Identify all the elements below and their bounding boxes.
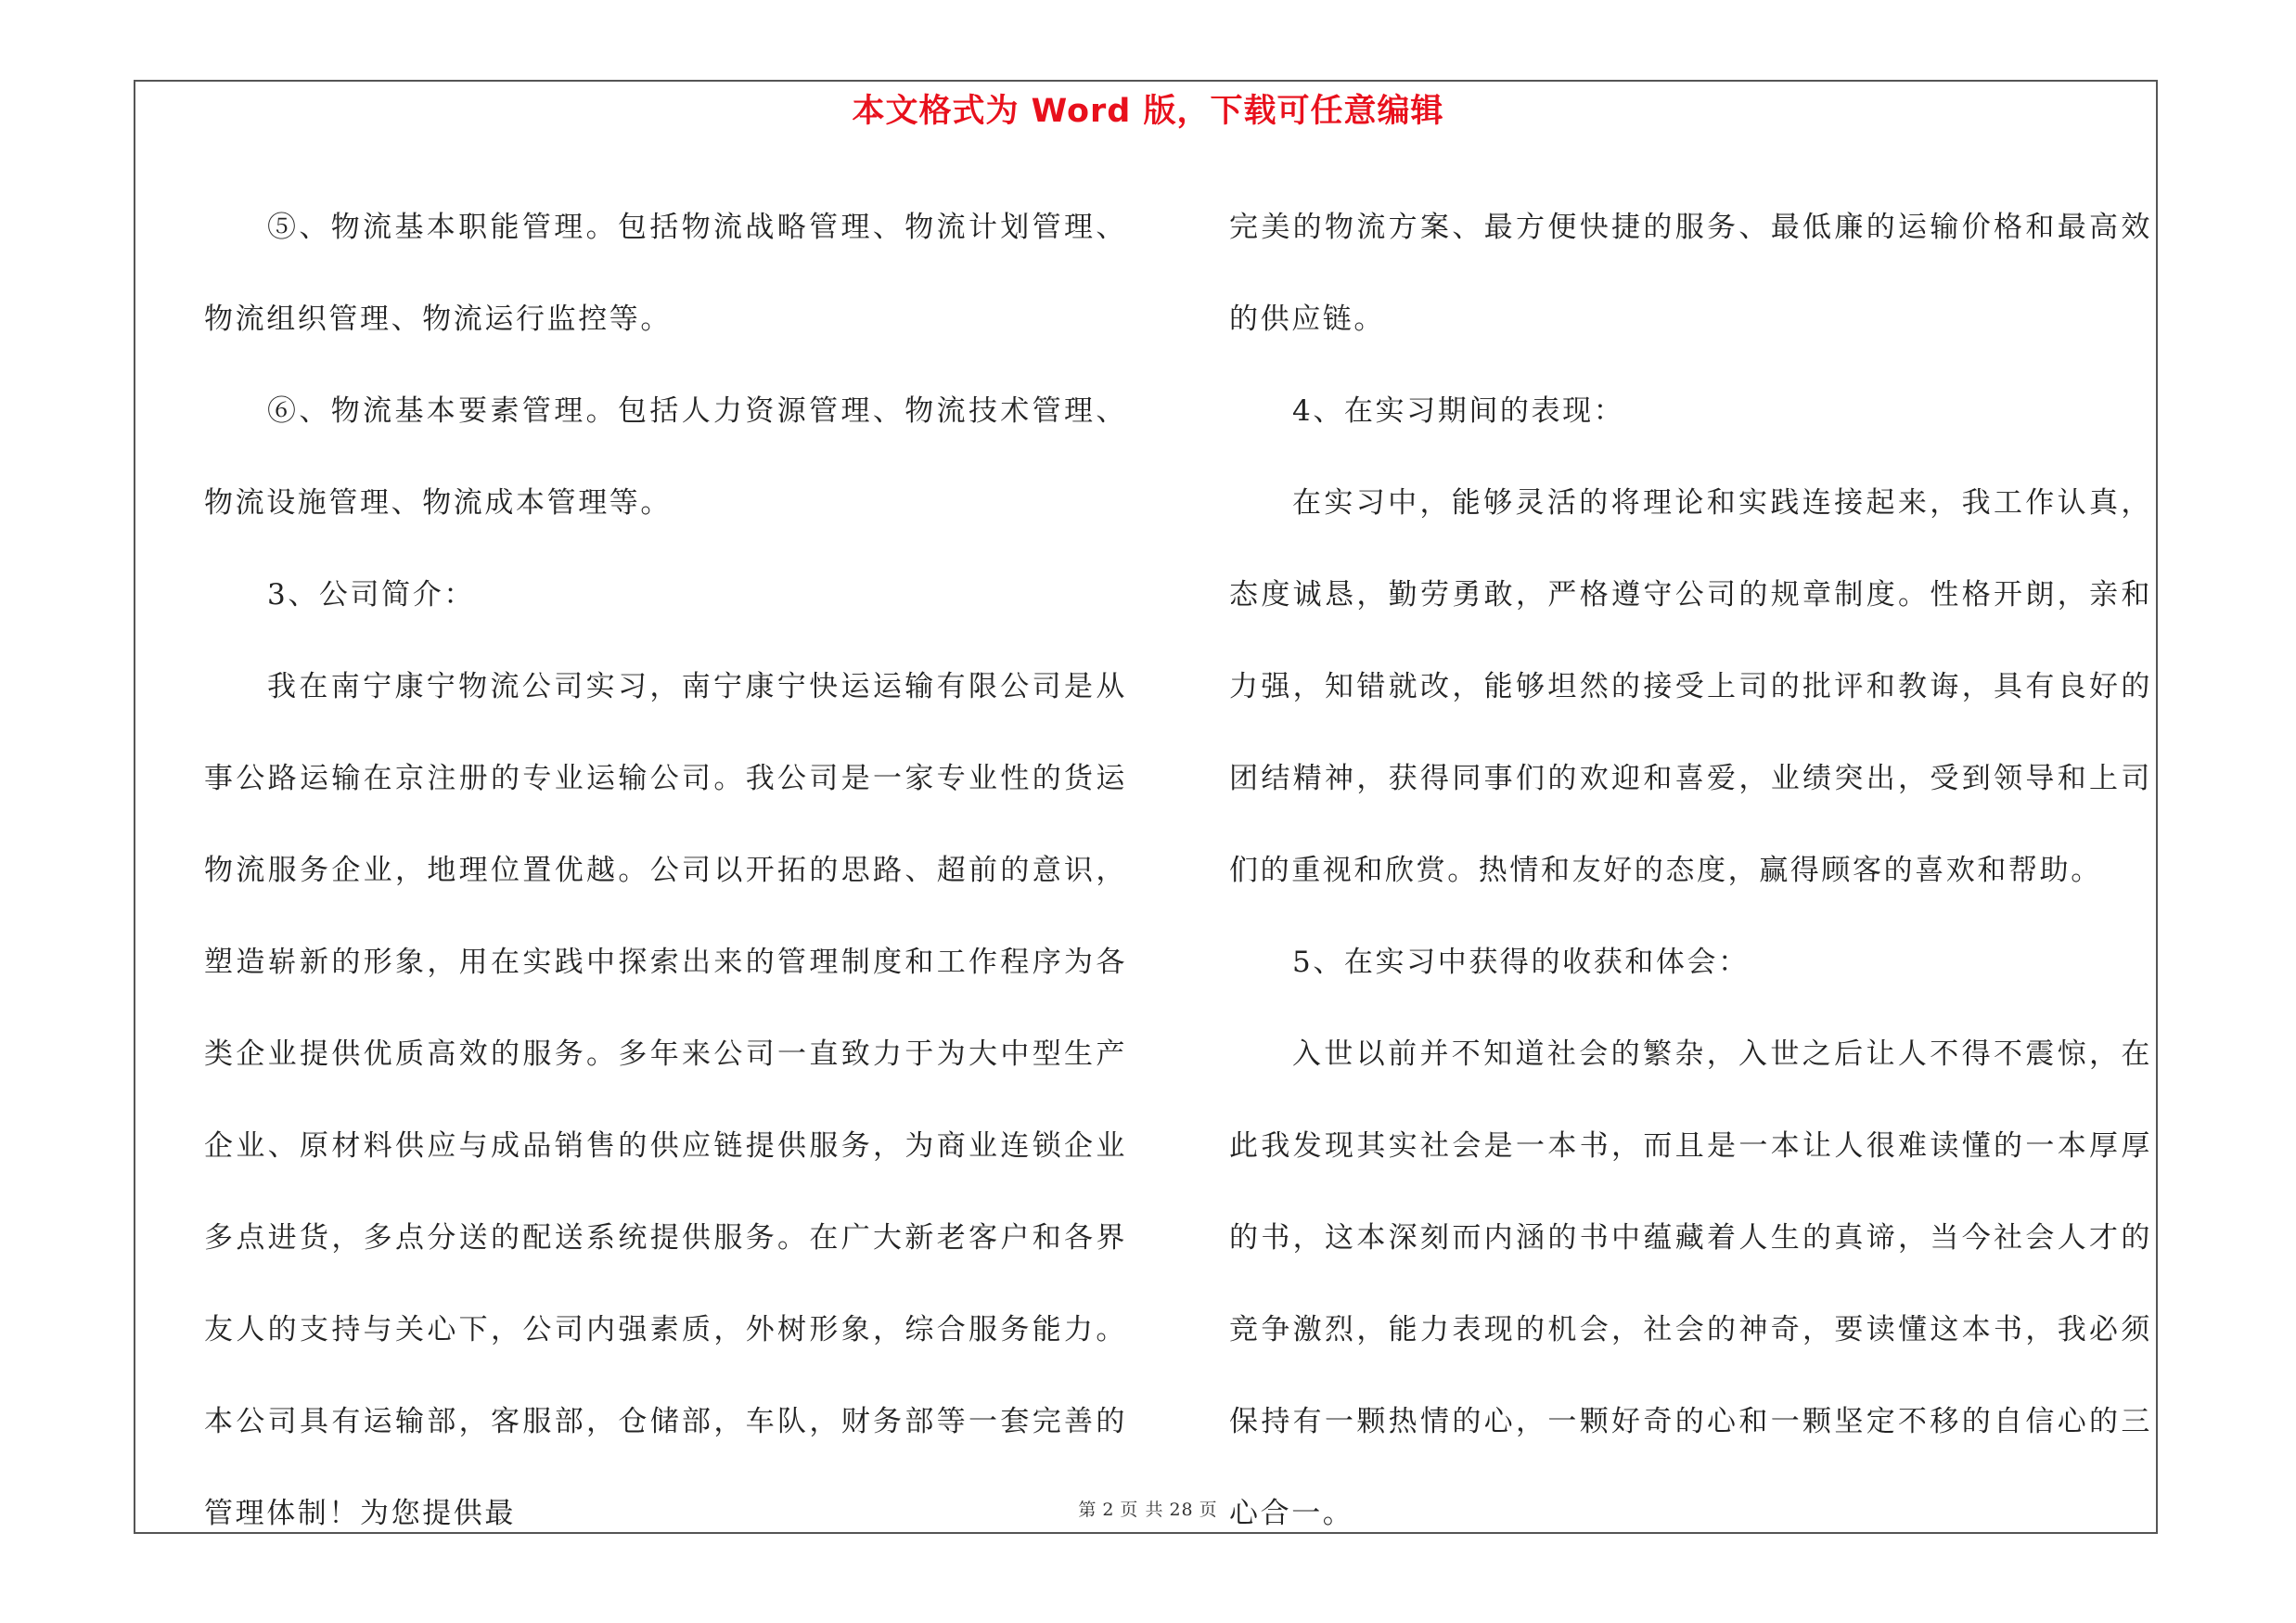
left-column bbox=[204, 182, 1127, 1560]
paragraph: ⑥、物流基本要素管理。包括人力资源管理、物流技术管理、物流设施管理、物流成本管理等。 bbox=[204, 394, 1127, 520]
page-number-footer bbox=[0, 1496, 2296, 1521]
paragraph: 入世以前并不知道社会的繁杂，入世之后让人不得不震惊，在此我发现其实社会是一本书，而且是一本让人很难读懂的一本厚厚的书，这本深刻而内涵的书中蕴藏着人生的真谛，当今社会人才的竞争激烈，能力表现的机会，社会的神奇，要读懂这本书，我必须保持有一颗热情的心，一颗好奇的心和一颗坚定不移的自信心的三心合一。 bbox=[1229, 1037, 2152, 1530]
page-prefix: 第 bbox=[1078, 1500, 1097, 1520]
section-heading: 3、公司简介： bbox=[267, 578, 475, 612]
paragraph: 我在南宁康宁物流公司实习，南宁康宁快运运输有限公司是从事公路运输在京注册的专业运输公司。我公司是一家专业性的货运物流服务企业，地理位置优越。公司以开拓的思路、超前的意识，塑造崭新的形象，用在实践中探索出来的管理制度和工作程序为各类企业提供优质高效的服务。多年来公司一直致力于为大中型生产企业、原材料供应与成品销售的供应链提供服务，为商业连锁企业多点进货，多点分送的配送系统提供服务。在广大新老客户和各界友人的支持与关心下，公司内强素质，外树形象，综合服务能力。本公司具有运输部，客服部，仓储部，车队，财务部等一套完善的管理体制！为您提供最 bbox=[204, 670, 1127, 1530]
page-mid: 页 共 bbox=[1120, 1500, 1164, 1520]
current-page-number: 2 bbox=[1102, 1500, 1115, 1520]
section-heading: 5、在实习中获得的收获和体会： bbox=[1292, 946, 1750, 979]
section-heading: 4、在实习期间的表现： bbox=[1292, 394, 1625, 428]
paragraph-continued: 完美的物流方案、最方便快捷的服务、最低廉的运输价格和最高效的供应链。 bbox=[1229, 211, 2152, 336]
total-pages-number: 28 bbox=[1169, 1500, 1194, 1520]
right-column bbox=[1229, 182, 2152, 1560]
watermark-banner: 本文格式为 Word 版，下载可任意编辑 bbox=[852, 93, 1444, 130]
paragraph: 在实习中，能够灵活的将理论和实践连接起来，我工作认真，态度诚恳，勤劳勇敢，严格遵守公司的规章制度。性格开朗，亲和力强，知错就改，能够坦然的接受上司的批评和教诲，具有良好的团结精神，获得同事们的欢迎和喜爱，业绩突出，受到领导和上司们的重视和欣赏。热情和友好的态度，赢得顾客的喜欢和帮助。 bbox=[1229, 486, 2152, 887]
page-suffix: 页 bbox=[1199, 1500, 1218, 1520]
paragraph: ⑤、物流基本职能管理。包括物流战略管理、物流计划管理、物流组织管理、物流运行监控等。 bbox=[204, 211, 1127, 336]
